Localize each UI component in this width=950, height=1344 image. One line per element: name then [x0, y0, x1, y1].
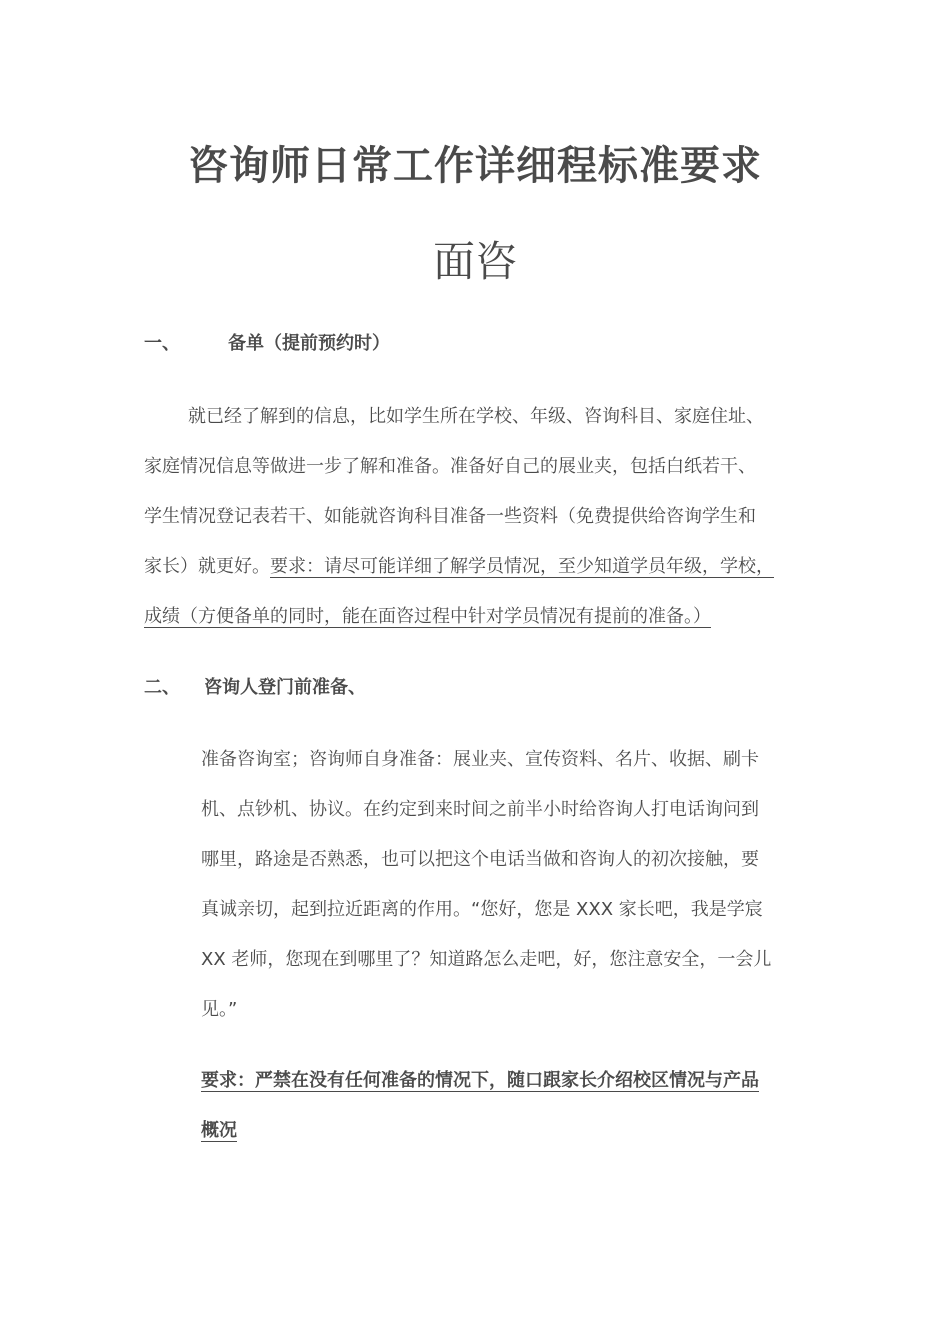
section-2-requirement-line-1: 要求：严禁在没有任何准备的情况下，随口跟家长介绍校区情况与产品: [201, 1070, 759, 1091]
section-2-heading: [144, 675, 544, 701]
section-2-line-5: XX 老师，您现在到哪里了？知道路怎么走吧，好，您注意安全，一会儿: [201, 949, 772, 970]
section-1-requirement-end: 成绩（方便备单的同时，能在面咨过程中针对学员情况有提前的准备。）: [144, 606, 711, 627]
section-2-line-1: 准备咨询室；咨询师自身准备：展业夹、宣传资料、名片、收据、刷卡: [201, 749, 759, 770]
section-1-line-4-text: 家长）就更好。: [144, 556, 270, 577]
section-1-body: [144, 392, 824, 642]
document-title: 咨询师日常工作详细程标准要求: [188, 143, 762, 189]
section-2-number: 二、: [144, 677, 180, 698]
section-2-line-4: 真诚亲切，起到拉近距离的作用。“您好，您是 XXX 家长吧，我是学宸: [201, 899, 763, 920]
section-1-line-4: [144, 542, 824, 592]
section-1-line-5: [144, 592, 824, 642]
section-1-number: 一、: [144, 333, 180, 354]
section-2-requirement-line-2: 概况: [201, 1120, 237, 1141]
section-2-title: 咨询人登门前准备、: [204, 677, 366, 698]
section-1-line-1: 就已经了解到的信息，比如学生所在学校、年级、咨询科目、家庭住址、: [188, 406, 764, 427]
section-1-requirement-start: 要求：请尽可能详细了解学员情况，至少知道学员年级，学校，: [270, 556, 774, 577]
section-2-line-6: 见。”: [201, 999, 238, 1020]
section-1-title: 备单（提前预约时）: [228, 333, 390, 354]
section-2-requirement: [201, 1056, 821, 1156]
section-2-line-3: 哪里，路途是否熟悉，也可以把这个电话当做和咨询人的初次接触，要: [201, 849, 759, 870]
section-2-body: [201, 735, 821, 1035]
section-1-heading: [144, 331, 544, 357]
section-1-line-2: 家庭情况信息等做进一步了解和准备。准备好自己的展业夹，包括白纸若干、: [144, 456, 756, 477]
section-1-line-3: 学生情况登记表若干、如能就咨询科目准备一些资料（免费提供给咨询学生和: [144, 506, 756, 527]
section-2-line-2: 机、点钞机、协议。在约定到来时间之前半小时给咨询人打电话询问到: [201, 799, 759, 820]
document-subtitle: 面咨: [432, 237, 517, 286]
